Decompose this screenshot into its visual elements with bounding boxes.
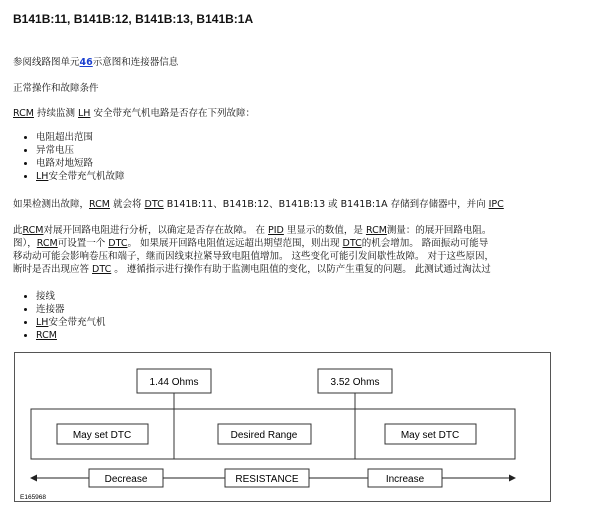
dtc-term: DTC [342,238,362,249]
dtc-term: DTC [92,264,112,275]
monitor-statement [13,107,255,120]
detection-statement [13,198,504,211]
monitor-text: 持续监测 [33,108,79,119]
rcm-term: RCM [365,225,387,236]
list-item [36,157,124,170]
para-text: 的机会增加。 路面振动可能导 [361,238,489,249]
list-item-text: 异常电压 [36,145,75,156]
rcm-term: RCM [36,238,58,249]
para-text: 断时是否出现应答 [13,264,93,275]
list-item-text: 电路对地短路 [36,158,94,169]
analysis-paragraph-line-4 [13,263,491,276]
reference-text-post: 示意图和连接器信息 [92,57,179,68]
para-text: 可设置一个 [57,238,109,249]
ipc-term: IPC [488,199,504,210]
wiring-reference [13,56,178,69]
list-item-text: 连接器 [36,304,65,315]
para-text: 图）， [13,238,37,249]
section-heading: 正常操作和故障条件 [13,83,99,94]
list-item [36,131,124,144]
para-text: 对展开回路电阻进行分析，以确定是否存在故障。 在 [43,225,269,236]
dtc-term: DTC [144,199,164,210]
rcm-term: RCM [36,330,57,341]
list-item [36,290,105,303]
detect-text: B141B:11、B141B:12、B141B:13 或 B141B:1A 存储到存储器中，并向 [163,199,489,210]
rcm-term: RCM [89,199,110,210]
diagram-svg [15,353,552,503]
increase-label: Increase [385,474,425,485]
rcm-term: RCM [13,108,34,119]
monitor-text-rest: 安全带充气机电路是否存在下列故障： [90,108,255,119]
dtc-term: DTC [108,238,128,249]
list-item [36,316,105,329]
high-threshold-label: 3.52 Ohms [330,377,380,388]
lh-term: LH [78,108,91,119]
detect-text: 如果检测出故障， [13,199,90,210]
decrease-label: Decrease [104,474,148,485]
para-text: 测量：的展开回路电阻。 [386,225,492,236]
list-item [36,329,105,342]
rcm-term: RCM [22,225,44,236]
center-zone-label: Desired Range [230,430,298,441]
list-item-text: 安全带充气机 [48,317,106,328]
reference-text-pre: 参阅线路图单元 [13,57,80,68]
figure-id: E165968 [20,494,47,501]
resistance-label: RESISTANCE [235,474,299,485]
list-item [36,303,105,316]
wiring-cell-link[interactable]: 46 [79,57,93,68]
right-zone-label: May set DTC [400,430,460,441]
para-text: 里显示的数值，是 [283,225,366,236]
low-threshold-label: 1.44 Ohms [149,377,199,388]
list-item-text: 接线 [36,291,56,302]
page-title: B141B:11, B141B:12, B141B:13, B141B:1A [13,12,254,26]
para-text: 。 如果展开回路电阻值远远超出期望范围，则出现 [127,238,343,249]
cause-list [0,290,105,342]
list-item [36,170,124,183]
para-text: 此 [13,225,23,236]
fault-list [0,131,124,183]
list-item [36,144,124,157]
analysis-paragraph-line-1 [13,224,491,237]
pid-term: PID [268,225,284,236]
para-text: 。 遵循指示进行操作有助于监测电阻值的变化，以防产生重复的问题。 此测试通过淘汰过 [111,264,491,275]
list-item-text: 安全带充气机故障 [48,171,125,182]
detect-text: 就会将 [109,199,145,210]
analysis-paragraph-line-2 [13,237,488,250]
analysis-paragraph-line-3: 移动动可能会影响卷压和端子，继而因线束拉紧导致电阻值增加。 这些变化可能引发间歇性故障。 对于这些原因， [13,251,495,262]
lh-term: LH [36,317,49,328]
left-zone-label: May set DTC [72,430,132,441]
lh-term: LH [36,171,49,182]
list-item-text: 电阻超出范围 [36,132,94,143]
resistance-range-diagram [14,352,551,502]
